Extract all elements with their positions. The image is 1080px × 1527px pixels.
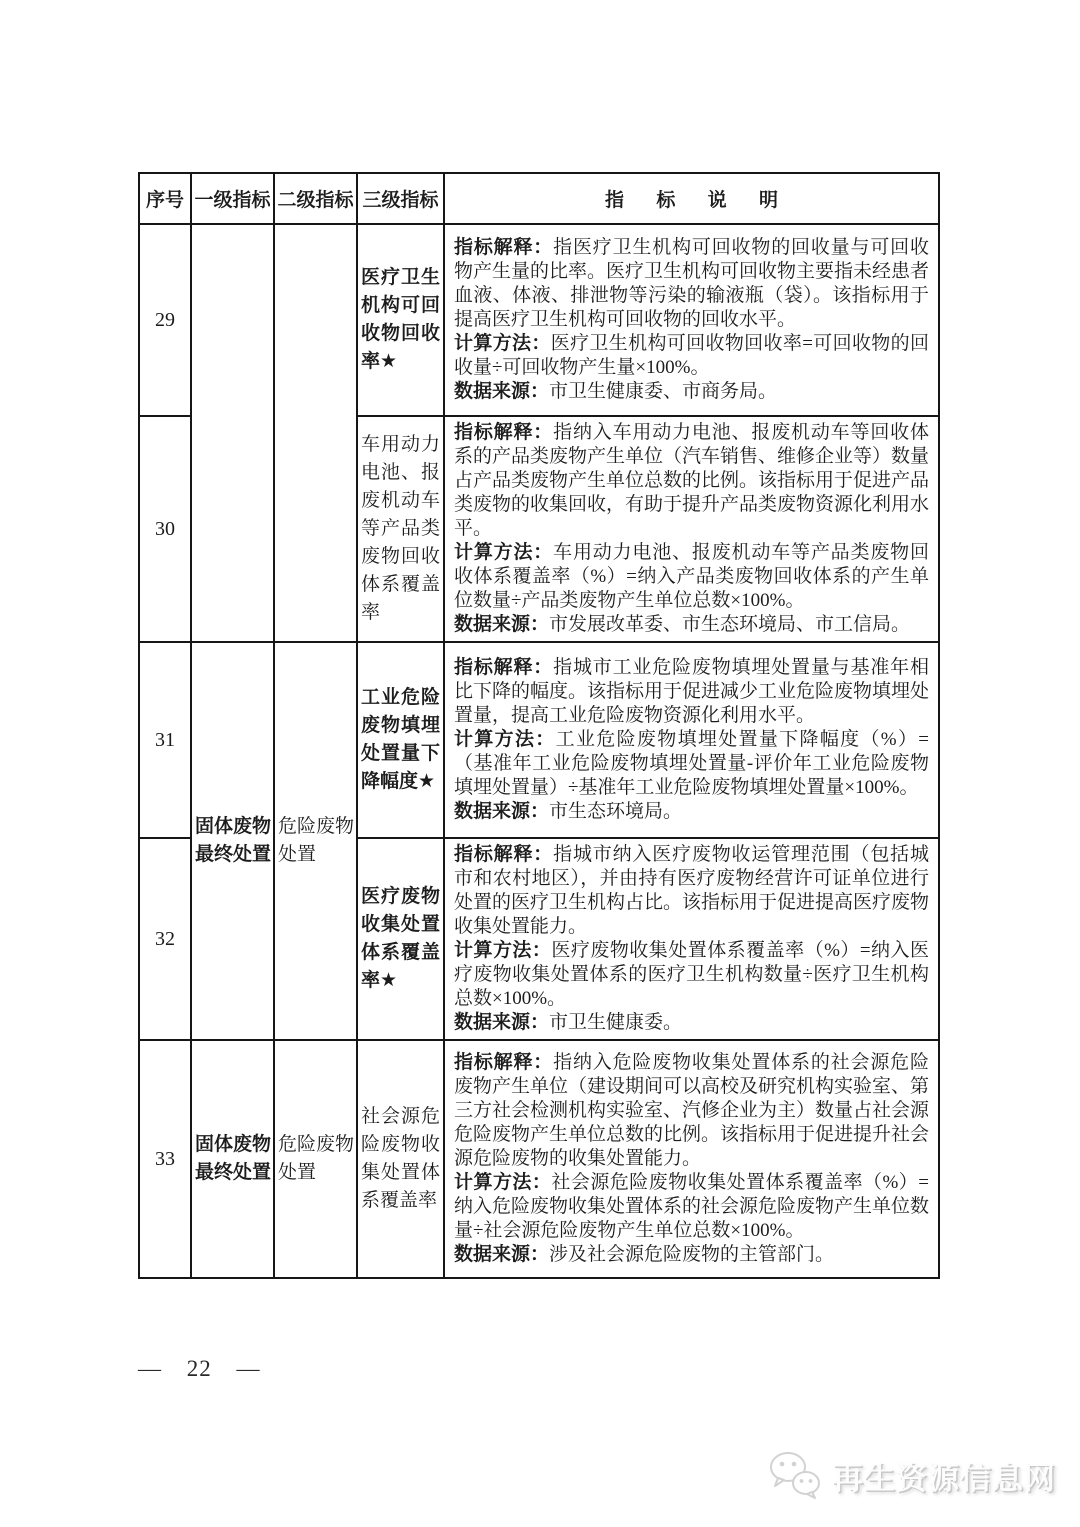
explain-text: 指医疗卫生机构可回收物的回收量与可回收物产生量的比率。医疗卫生机构可回收物主要指未经患者血液、体液、排泄物等污染的输液瓶（袋）。该指标用于提高医疗卫生机构可回收物的回收水平。 [454,237,930,330]
source-label: 数据来源： [454,381,550,402]
source-text: 市卫生健康委。 [549,1012,683,1033]
row32-description [444,838,939,1040]
row33-level1: 固体废物最终处置 [191,1040,274,1278]
header-cell-level3: 三级指标 [357,173,444,224]
watermark-text: 再生资源信息网 [832,1460,1056,1496]
table-row [139,1040,939,1278]
method-label: 计算方法： [454,333,551,354]
row33-level2: 危险废物处置 [274,1040,357,1278]
explain-label: 指标解释： [454,1052,554,1073]
source-label: 数据来源： [454,801,550,822]
method-text: 车用动力电池、报废机动车等产品类废物回收体系覆盖率（%）=纳入产品类废物回收体系的产生单位数量÷产品类废物产生单位总数×100%。 [454,542,929,611]
header-cell-level1: 一级指标 [191,173,274,224]
method-text: 医疗废物收集处置体系覆盖率（%）=纳入医疗废物收集处置体系的医疗卫生机构数量÷医疗卫生机构总数×100%。 [454,940,929,1009]
explain-text: 指纳入危险废物收集处置体系的社会源危险废物产生单位（建设期间可以高校及研究机构实验室、第三方社会检测机构实验室、汽修企业为主）数量占社会源危险废物产生单位总数的比例。该指标用于促进提升社会源危险废物的收集处置能力。 [454,1052,930,1169]
header-cell-description: 指标说明 [444,173,939,224]
row32-level3: 医疗废物收集处置体系覆盖率★ [357,838,444,1040]
row29-30-level1-empty [191,224,274,642]
method-label: 计算方法： [454,940,552,961]
row31-seq: 31 [139,642,191,838]
method-text: 社会源危险废物收集处置体系覆盖率（%）=纳入危险废物收集处置体系的社会源危险废物产生单位数量÷社会源危险废物产生单位总数×100%。 [454,1172,930,1241]
site-watermark [768,1450,1056,1500]
row30-seq: 30 [139,416,191,642]
row31-level3: 工业危险废物填埋处置量下降幅度★ [357,642,444,838]
table-row [139,642,939,838]
header-cell-seq: 序号 [139,173,191,224]
row32-seq: 32 [139,838,191,1040]
source-label: 数据来源： [454,1244,550,1265]
row30-level3: 车用动力电池、报废机动车等产品类废物回收体系覆盖率 [357,416,444,642]
row33-level3: 社会源危险废物收集处置体系覆盖率 [357,1040,444,1278]
wechat-icon [768,1450,822,1500]
page-number: — 22 — [138,1356,261,1381]
source-label: 数据来源： [454,614,550,635]
row31-32-level2: 危险废物处置 [274,642,357,1040]
explain-label: 指标解释： [454,657,554,678]
explain-text: 指城市纳入医疗废物收运管理范围（包括城市和农村地区），并由持有医疗废物经营许可证单位进行处置的医疗卫生机构占比。该指标用于促进提高医疗废物收集处置能力。 [454,844,930,937]
row33-seq: 33 [139,1040,191,1278]
row33-description [444,1040,939,1278]
source-text: 市生态环境局。 [549,801,683,822]
explain-label: 指标解释： [454,237,554,258]
explain-label: 指标解释： [454,844,554,865]
source-text: 市卫生健康委、市商务局。 [549,381,778,402]
row29-level3: 医疗卫生机构可回收物回收率★ [357,224,444,416]
table-header-row [139,173,939,224]
row30-description [444,416,939,642]
method-text: 工业危险废物填埋处置量下降幅度（%）=（基准年工业危险废物填埋处置量-评价年工业危险废物填埋处置量）÷基准年工业危险废物填埋处置量×100%。 [454,729,929,798]
row31-32-level1: 固体废物最终处置 [191,642,274,1040]
header-cell-level2: 二级指标 [274,173,357,224]
source-text: 涉及社会源危险废物的主管部门。 [549,1244,835,1265]
row29-30-level2-empty [274,224,357,642]
explain-text: 指纳入车用动力电池、报废机动车等回收体系的产品类废物产生单位（汽车销售、维修企业等）数量占产品类废物产生单位总数的比例。该指标用于促进产品类废物的收集回收，有助于提升产品类废物资源化利用水平。 [454,422,930,539]
row29-description [444,224,939,416]
source-label: 数据来源： [454,1012,550,1033]
row31-description [444,642,939,838]
row29-seq: 29 [139,224,191,416]
explain-label: 指标解释： [454,422,554,443]
method-text: 医疗卫生机构可回收物回收率=可回收物的回收量÷可回收物产生量×100%。 [454,333,929,378]
method-label: 计算方法： [454,542,554,563]
explain-text: 指城市工业危险废物填埋处置量与基准年相比下降的幅度。该指标用于促进减少工业危险废物填埋处置量，提高工业危险废物资源化利用水平。 [454,657,930,726]
indicator-table [138,172,940,1279]
table-row [139,224,939,416]
method-label: 计算方法： [454,1172,552,1193]
source-text: 市发展改革委、市生态环境局、市工信局。 [549,614,911,635]
method-label: 计算方法： [454,729,556,750]
